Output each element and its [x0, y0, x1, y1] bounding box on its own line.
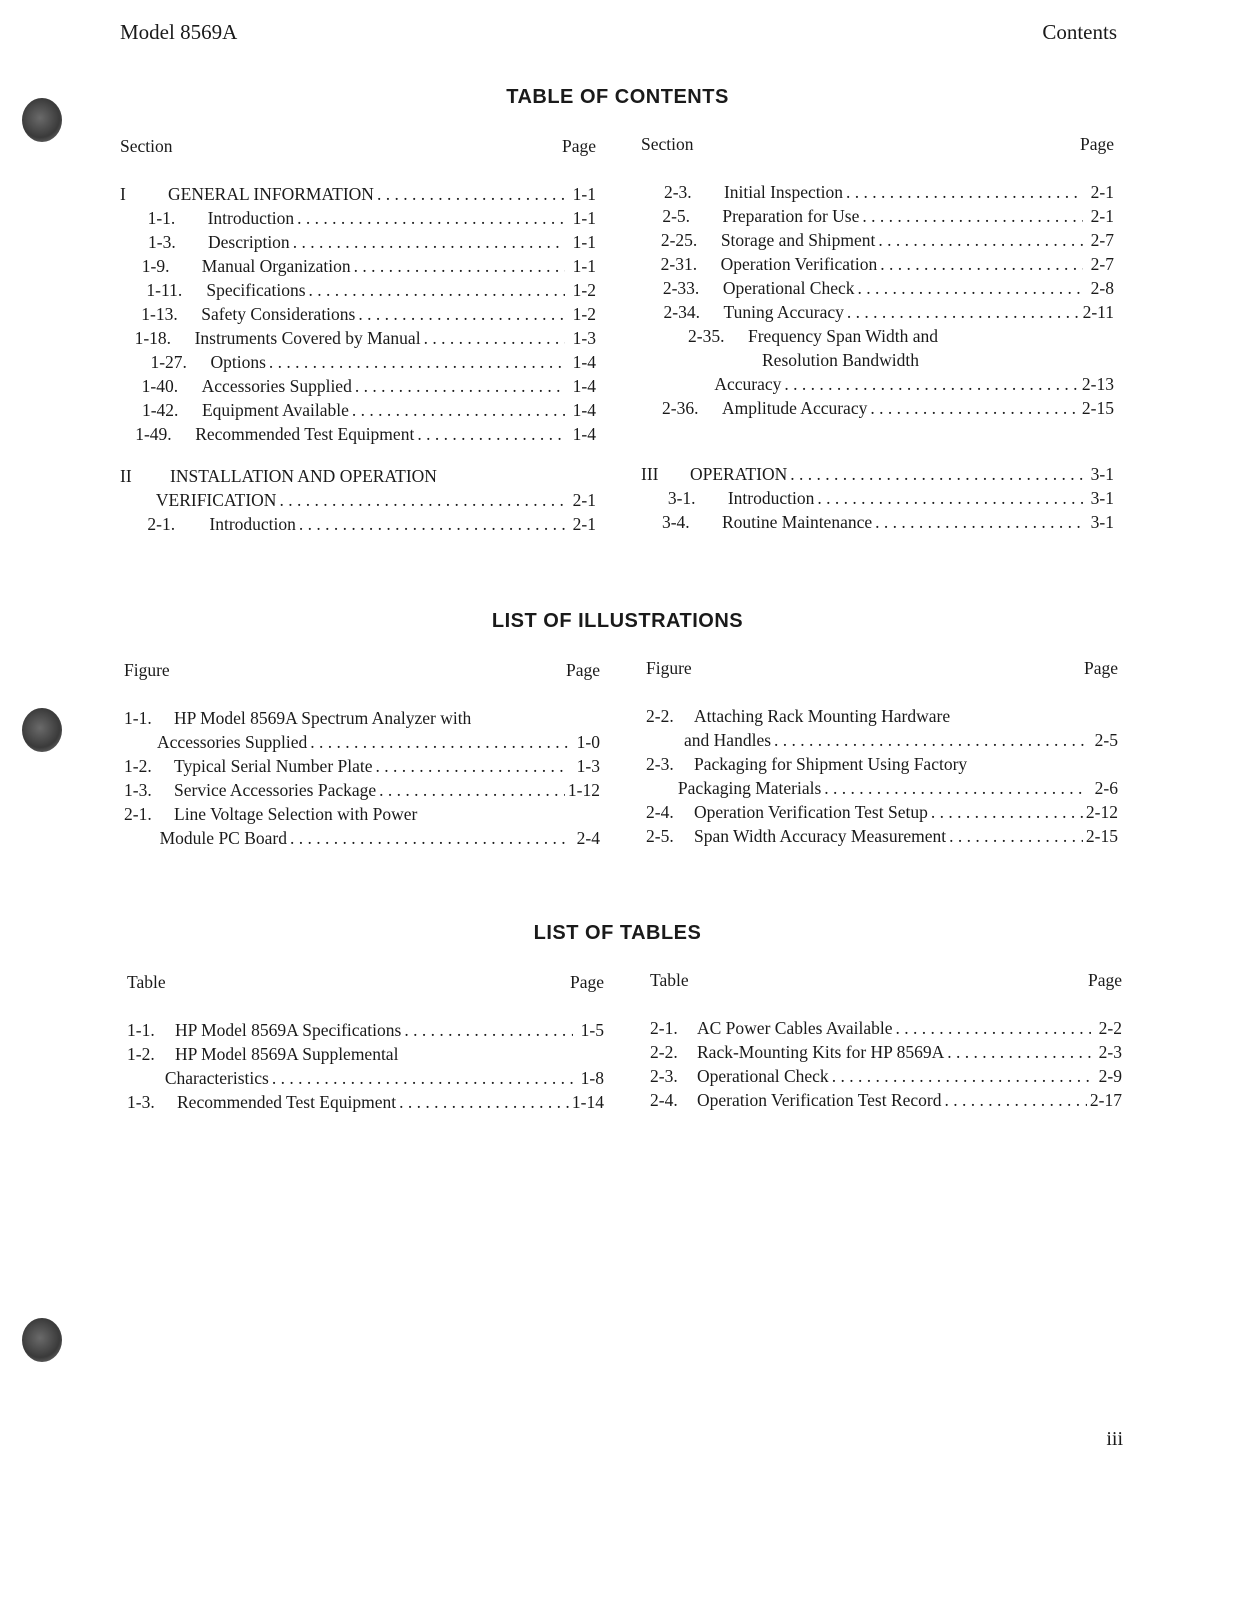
toc-entry-cont[interactable]: Accuracy . . . 2-13 [641, 372, 1114, 396]
header-model: Model 8569A [120, 20, 238, 44]
table-entry[interactable]: 2-2. Rack-Mounting Kits for HP 8569A . . . 2-3 [650, 1040, 1122, 1064]
toc-entry-cont[interactable]: Resolution Bandwidth [762, 350, 920, 370]
page-label: Page [565, 660, 600, 680]
figure-entry-cont[interactable]: Module PC Board . . . 2-4 [124, 826, 600, 850]
toc-entry[interactable]: 1-9. Manual Organization . . . 1-1 [120, 254, 596, 278]
page-label: Page [1083, 658, 1118, 678]
toc-entry[interactable]: II INSTALLATION AND OPERATION [120, 466, 437, 486]
table-entry[interactable]: 1-1. HP Model 8569A Specifications . . . 1-5 [127, 1018, 604, 1042]
table-entry-cont[interactable]: Characteristics . . . 1-8 [127, 1066, 604, 1090]
table-entry[interactable]: 2-4. Operation Verification Test Record . . . 2-17 [650, 1088, 1122, 1112]
col-label: Section [120, 136, 173, 156]
punch-hole [22, 708, 62, 752]
col-label: Table [650, 970, 689, 990]
toc-entry[interactable]: 1-13. Safety Considerations . . . 1-2 [120, 302, 596, 326]
toc-entry[interactable]: I GENERAL INFORMATION . . . 1-1 [120, 182, 596, 206]
toc-entry[interactable]: 2-5. Preparation for Use . . . 2-1 [641, 204, 1114, 228]
toc-entry[interactable]: 2-34. Tuning Accuracy . . . 2-11 [641, 300, 1114, 324]
toc-entry[interactable]: 2-25. Storage and Shipment . . . 2-7 [641, 228, 1114, 252]
toc-left-column [120, 136, 596, 536]
toc-entry[interactable]: 1-18. Instruments Covered by Manual . . . 1-3 [120, 326, 596, 350]
page-label: Page [1087, 970, 1122, 990]
figure-entry[interactable]: 2-1. Line Voltage Selection with Power [124, 804, 418, 824]
tables-left-column [127, 972, 604, 1114]
toc-entry[interactable]: 1-27. Options . . . 1-4 [120, 350, 596, 374]
figure-entry[interactable]: 2-3. Packaging for Shipment Using Factory [646, 754, 968, 774]
table-entry[interactable]: 2-3. Operational Check . . . 2-9 [650, 1064, 1122, 1088]
toc-title: TABLE OF CONTENTS [506, 86, 729, 108]
figure-entry-cont[interactable]: Packaging Materials . . . 2-6 [646, 776, 1118, 800]
toc-entry[interactable]: III OPERATION . . . 3-1 [641, 462, 1114, 486]
table-entry[interactable]: 1-2. HP Model 8569A Supplemental [127, 1044, 399, 1064]
illustrations-right-column [646, 658, 1118, 848]
page-number: iii [1106, 1428, 1123, 1450]
toc-entry[interactable]: 1-1. Introduction . . . 1-1 [120, 206, 596, 230]
figure-entry-cont[interactable]: Accessories Supplied . . . 1-0 [124, 730, 600, 754]
figure-entry[interactable]: 2-4. Operation Verification Test Setup . . . 2-12 [646, 800, 1118, 824]
figure-entry[interactable]: 1-1. HP Model 8569A Spectrum Analyzer with [124, 708, 472, 728]
toc-entry[interactable]: 2-1. Introduction . . . 2-1 [120, 512, 596, 536]
illustrations-left-column [124, 660, 600, 850]
page-label: Page [561, 136, 596, 156]
figure-entry[interactable]: 1-3. Service Accessories Package . . . 1-12 [124, 778, 600, 802]
col-label: Table [127, 972, 166, 992]
toc-entry[interactable]: 2-33. Operational Check . . . 2-8 [641, 276, 1114, 300]
header-section: Contents [1042, 20, 1117, 44]
toc-entry[interactable]: 2-36. Amplitude Accuracy . . . 2-15 [641, 396, 1114, 420]
table-entry[interactable]: 2-1. AC Power Cables Available . . . 2-2 [650, 1016, 1122, 1040]
toc-entry-cont[interactable]: VERIFICATION . . . 2-1 [120, 488, 596, 512]
illustrations-title: LIST OF ILLUSTRATIONS [491, 610, 744, 632]
toc-entry[interactable]: 2-35. Frequency Span Width and [688, 326, 938, 346]
page-label: Page [569, 972, 604, 992]
toc-entry[interactable]: 2-3. Initial Inspection . . . 2-1 [641, 180, 1114, 204]
toc-right-column [641, 134, 1114, 534]
toc-entry[interactable]: 1-42. Equipment Available . . . 1-4 [120, 398, 596, 422]
punch-hole [22, 1318, 62, 1362]
page-label: Page [1079, 134, 1114, 154]
toc-entry[interactable]: 1-49. Recommended Test Equipment . . . 1-4 [120, 422, 596, 446]
tables-right-column [650, 970, 1122, 1112]
toc-entry[interactable]: 1-3. Description . . . 1-1 [120, 230, 596, 254]
col-label: Figure [124, 660, 170, 680]
tables-title: LIST OF TABLES [533, 922, 702, 944]
toc-entry[interactable]: 2-31. Operation Verification . . . 2-7 [641, 252, 1114, 276]
toc-entry[interactable]: 1-40. Accessories Supplied . . . 1-4 [120, 374, 596, 398]
figure-entry[interactable]: 2-2. Attaching Rack Mounting Hardware [646, 706, 951, 726]
figure-entry-cont[interactable]: and Handles . . . 2-5 [646, 728, 1118, 752]
col-label: Section [641, 134, 694, 154]
figure-entry[interactable]: 1-2. Typical Serial Number Plate . . . 1-3 [124, 754, 600, 778]
toc-entry[interactable]: 3-4. Routine Maintenance . . . 3-1 [641, 510, 1114, 534]
toc-entry[interactable]: 1-11. Specifications . . . 1-2 [120, 278, 596, 302]
table-entry[interactable]: 1-3. Recommended Test Equipment . . . 1-14 [127, 1090, 604, 1114]
toc-entry[interactable]: 3-1. Introduction . . . 3-1 [641, 486, 1114, 510]
figure-entry[interactable]: 2-5. Span Width Accuracy Measurement . . . 2-15 [646, 824, 1118, 848]
col-label: Figure [646, 658, 692, 678]
